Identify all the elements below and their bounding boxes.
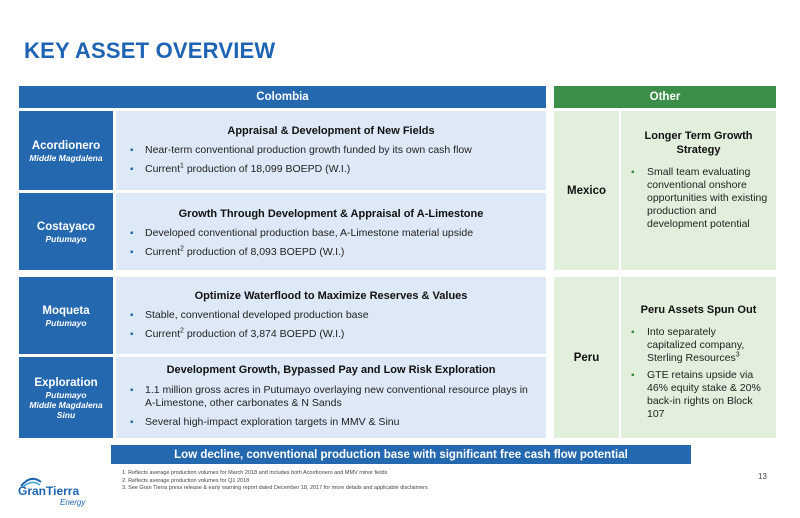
- asset-heading: Growth Through Development & Appraisal of A-Limestone: [178, 208, 484, 220]
- bullet-item: ▪ Stable, conventional developed production base: [128, 309, 534, 322]
- asset-name: Acordionero: [31, 139, 101, 152]
- footnote: 2. Reflects average production volumes for Q1 2018: [122, 477, 250, 484]
- bullet-item: ▪ Current$^2$ production of 8,093 BOEPD (W.I.): [128, 246, 534, 259]
- other-content-peru: [621, 277, 776, 438]
- asset-label-acordionero: [19, 111, 113, 190]
- asset-heading: Appraisal & Development of New Fields: [227, 125, 435, 137]
- footnote: 3. See Gran Tierra press release & early warning report dated December 18, 2017 for more details and applicable disclaimers: [122, 485, 428, 491]
- footnotes: [122, 470, 428, 493]
- country-label-mexico: Mexico: [554, 111, 619, 270]
- summary-banner: Low decline, conventional production base with significant free cash flow potential: [111, 445, 691, 464]
- bullet-item: ▪ 1.1 million gross acres in Putumayo overlaying new conventional resource plays in A-Limestone, other carbonates & N Sands: [128, 384, 534, 410]
- page-number: 13: [758, 472, 767, 481]
- asset-name: Costayaco: [36, 220, 96, 233]
- page-title: KEY ASSET OVERVIEW: [24, 38, 276, 63]
- bullet-item: ▪ GTE retains upside via 46% equity stake & 20% back-in rights on Block 107: [629, 369, 768, 421]
- colombia-header: Colombia: [19, 86, 546, 108]
- other-heading: Peru Assets Spun Out: [640, 304, 757, 316]
- asset-region: Putumayo: [45, 317, 87, 328]
- asset-content-acordionero: [116, 111, 546, 190]
- bullet-item: ▪ Into separately capitalized company, Sterling Resources$^3$: [629, 326, 768, 365]
- asset-name: Moqueta: [42, 304, 90, 317]
- asset-region: Middle Magdalena: [29, 399, 103, 410]
- asset-region: Putumayo: [45, 233, 87, 244]
- asset-content-moqueta: [116, 277, 546, 354]
- asset-region: Middle Magdalena: [29, 152, 103, 163]
- bullet-item: ▪ Near-term conventional production growth funded by its own cash flow: [128, 144, 534, 157]
- asset-label-moqueta: [19, 277, 113, 354]
- footnote: 1. Reflects average production volumes for March 2018 and includes both Acordionero and MMV minor fields: [122, 470, 388, 476]
- asset-heading: Development Growth, Bypassed Pay and Low Risk Exploration: [166, 364, 496, 376]
- bullet-item: ▪ Developed conventional production base, A-Limestone material upside: [128, 227, 534, 240]
- other-heading: Longer Term Growth Strategy: [644, 130, 753, 156]
- gran-tierra-logo: GranTierra Energy: [18, 476, 108, 510]
- asset-region: Sinu: [56, 409, 76, 420]
- bullet-item: ▪ Small team evaluating conventional onshore opportunities with existing production and development potential: [629, 166, 768, 231]
- asset-label-costayaco: [19, 193, 113, 270]
- other-content-mexico: [621, 111, 776, 270]
- asset-content-costayaco: [116, 193, 546, 270]
- asset-heading: Optimize Waterflood to Maximize Reserves & Values: [194, 290, 468, 302]
- asset-label-exploration: [19, 357, 113, 438]
- asset-name: Exploration: [34, 376, 98, 389]
- bullet-item: ▪ Several high-impact exploration targets in MMV & Sinu: [128, 416, 534, 429]
- asset-content-exploration: [116, 357, 546, 438]
- bullet-item: ▪ Current$^1$ production of 18,099 BOEPD (W.I.): [128, 163, 534, 176]
- other-header: Other: [554, 86, 776, 108]
- asset-region: Putumayo: [45, 389, 87, 400]
- country-label-peru: Peru: [554, 277, 619, 438]
- bullet-item: ▪ Current$^2$ production of 3,874 BOEPD (W.I.): [128, 328, 534, 341]
